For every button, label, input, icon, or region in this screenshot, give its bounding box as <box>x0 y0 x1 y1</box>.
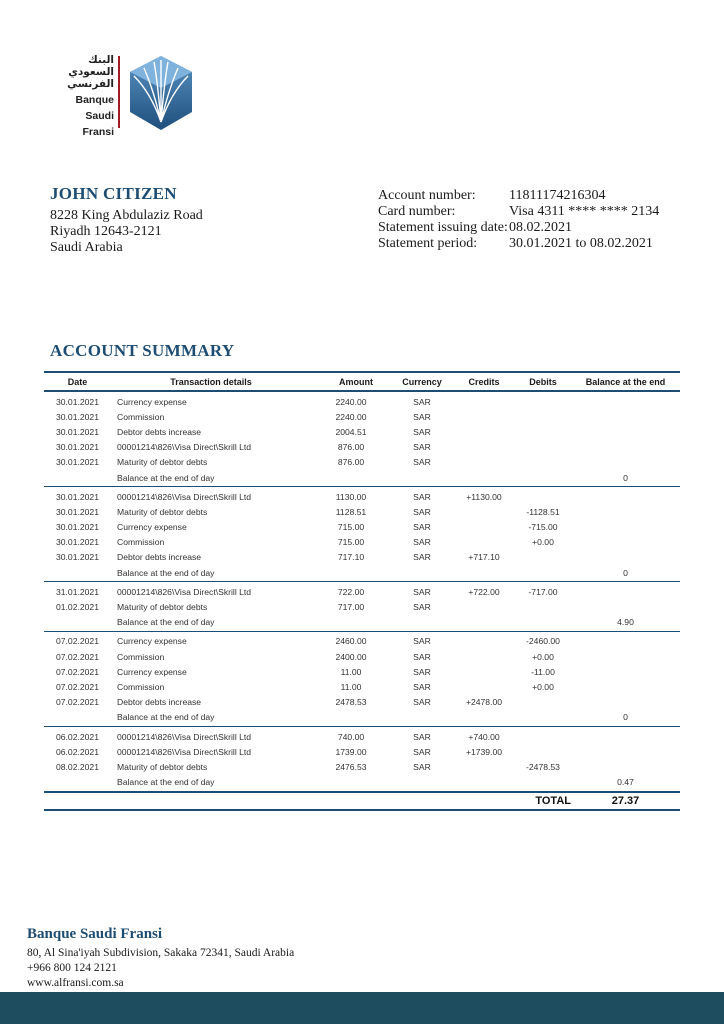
cell-details: Balance at the end of day <box>117 472 215 483</box>
cell-date: 30.01.2021 <box>55 411 99 422</box>
logo-french-line-2: Saudi <box>85 110 114 122</box>
cell-amount: 717.00 <box>337 602 365 613</box>
logo-french-line-1: Banque <box>75 94 114 106</box>
cell-debit: +0.00 <box>532 651 554 662</box>
cell-details: Commission <box>117 537 165 548</box>
cell-currency: SAR <box>413 681 431 692</box>
cell-amount: 876.00 <box>337 457 365 468</box>
cell-details: Currency expense <box>117 666 187 677</box>
field-value: 08.02.2021 <box>509 220 572 235</box>
customer-address-line-3: Saudi Arabia <box>50 240 123 255</box>
cell-amount: 715.00 <box>337 522 365 533</box>
cell-amount: 11.00 <box>340 666 362 677</box>
bank-logo <box>52 54 197 138</box>
day-group <box>44 582 680 632</box>
field-label: Statement issuing date: <box>378 220 508 235</box>
statement-period-row <box>378 236 659 252</box>
logo-arabic-line-1: البنك <box>88 54 114 66</box>
cell-date: 07.02.2021 <box>55 681 99 692</box>
table-row <box>44 424 680 439</box>
cell-details: Maturity of debtor debts <box>117 506 208 517</box>
footer-phone: +966 800 124 2121 <box>27 962 117 974</box>
total-label: TOTAL <box>535 794 571 807</box>
table-row <box>44 695 680 710</box>
cell-balance: 0 <box>623 567 628 578</box>
balance-row <box>44 565 680 580</box>
total-value: 27.37 <box>611 794 640 807</box>
cell-currency: SAR <box>413 731 431 742</box>
cell-amount: 2240.00 <box>335 396 367 407</box>
cell-details: Balance at the end of day <box>117 617 215 628</box>
cell-details: Maturity of debtor debts <box>117 761 208 772</box>
cell-details: Balance at the end of day <box>117 712 215 723</box>
cell-amount: 1130.00 <box>335 491 367 502</box>
cell-credit: +1739.00 <box>465 746 503 757</box>
cell-date: 01.02.2021 <box>55 602 99 613</box>
cell-details: Balance at the end of day <box>117 567 215 578</box>
cell-date: 30.01.2021 <box>55 537 99 548</box>
cell-details: Debtor debts increase <box>117 426 202 437</box>
cell-credit: +722.00 <box>468 586 500 597</box>
customer-block <box>50 184 203 256</box>
cell-amount: 715.00 <box>337 537 365 548</box>
cell-currency: SAR <box>413 651 431 662</box>
table-row <box>44 455 680 470</box>
account-number-row <box>378 188 659 204</box>
cell-balance: 0 <box>623 472 628 483</box>
cell-credit: +717.10 <box>468 552 500 563</box>
footer <box>27 926 294 991</box>
table-row <box>44 520 680 535</box>
table-row <box>44 599 680 614</box>
table-row <box>44 664 680 679</box>
cell-credit: +740.00 <box>468 731 500 742</box>
balance-row <box>44 775 680 790</box>
cell-currency: SAR <box>413 636 431 647</box>
cell-amount: 1128.51 <box>335 506 367 517</box>
header-currency: Currency <box>402 376 442 387</box>
cell-debit: -715.00 <box>528 522 558 533</box>
cell-amount: 876.00 <box>337 442 365 453</box>
cell-balance: 4.90 <box>617 617 634 628</box>
table-row <box>44 634 680 649</box>
cell-amount: 2400.00 <box>335 651 367 662</box>
cell-debit: -2460.00 <box>526 636 560 647</box>
cell-details: Debtor debts increase <box>117 552 202 563</box>
logo-emblem-icon <box>130 56 192 130</box>
logo-wordmark <box>52 54 114 138</box>
footer-address: 80, Al Sina'iyah Subdivision, Sakaka 72341, Saudi Arabia <box>27 947 295 959</box>
table-row <box>44 489 680 504</box>
logo-french-line-3: Fransi <box>82 126 114 138</box>
cell-date: 30.01.2021 <box>55 522 99 533</box>
cell-date: 07.02.2021 <box>55 697 99 708</box>
cell-amount: 11.00 <box>340 681 362 692</box>
day-group <box>44 632 680 727</box>
cell-date: 07.02.2021 <box>55 651 99 662</box>
header-date: Date <box>67 376 88 387</box>
cell-details: 00001214\826\Visa Direct\Skrill Ltd <box>117 491 252 502</box>
cell-currency: SAR <box>413 586 431 597</box>
cell-debit: +0.00 <box>532 681 554 692</box>
cell-date: 30.01.2021 <box>55 491 99 502</box>
field-label: Account number: <box>378 188 476 203</box>
cell-date: 07.02.2021 <box>55 666 99 677</box>
cell-balance: 0.47 <box>617 777 634 788</box>
logo-divider <box>118 56 120 128</box>
table-row <box>44 759 680 774</box>
customer-name: JOHN CITIZEN <box>50 184 177 203</box>
cell-details: Balance at the end of day <box>117 777 215 788</box>
day-group <box>44 487 680 582</box>
balance-row <box>44 615 680 630</box>
cell-currency: SAR <box>413 602 431 613</box>
cell-date: 30.01.2021 <box>55 396 99 407</box>
cell-amount: 740.00 <box>337 731 365 742</box>
field-value: Visa 4311 **** **** 2134 <box>509 204 660 219</box>
cell-date: 30.01.2021 <box>55 506 99 517</box>
cell-credit: +2478.00 <box>465 697 503 708</box>
customer-address-line-1: 8228 King Abdulaziz Road <box>50 208 203 223</box>
cell-amount: 2240.00 <box>335 411 367 422</box>
header-balance: Balance at the end <box>585 376 666 387</box>
cell-date: 30.01.2021 <box>55 442 99 453</box>
cell-currency: SAR <box>413 491 431 502</box>
cell-date: 06.02.2021 <box>55 731 99 742</box>
table-row <box>44 440 680 455</box>
table-row <box>44 679 680 694</box>
cell-currency: SAR <box>413 552 431 563</box>
cell-amount: 2460.00 <box>335 636 367 647</box>
table-row <box>44 409 680 424</box>
table-header <box>44 371 680 392</box>
section-title: ACCOUNT SUMMARY <box>50 341 235 360</box>
cell-amount: 2478.53 <box>335 697 367 708</box>
field-value: 11811174216304 <box>509 188 606 203</box>
table-row <box>44 649 680 664</box>
table-row <box>44 394 680 409</box>
card-number-row <box>378 204 659 220</box>
cell-details: Maturity of debtor debts <box>117 602 208 613</box>
header-details: Transaction details <box>170 376 252 387</box>
cell-debit: -1128.51 <box>526 506 560 517</box>
footer-website[interactable]: www.alfransi.com.sa <box>27 977 124 989</box>
cell-currency: SAR <box>413 522 431 533</box>
cell-currency: SAR <box>413 396 431 407</box>
cell-date: 08.02.2021 <box>55 761 99 772</box>
cell-amount: 717.10 <box>337 552 365 563</box>
cell-details: 00001214\826\Visa Direct\Skrill Ltd <box>117 586 252 597</box>
cell-details: 00001214\826\Visa Direct\Skrill Ltd <box>117 731 252 742</box>
cell-debit: +0.00 <box>532 537 554 548</box>
customer-address-line-2: Riyadh 12643-2121 <box>50 224 162 239</box>
cell-details: Debtor debts increase <box>117 697 202 708</box>
cell-currency: SAR <box>413 457 431 468</box>
cell-currency: SAR <box>413 746 431 757</box>
table-row <box>44 550 680 565</box>
cell-amount: 722.00 <box>337 586 365 597</box>
cell-details: Currency expense <box>117 396 187 407</box>
cell-currency: SAR <box>413 506 431 517</box>
cell-details: Commission <box>117 651 165 662</box>
table-row <box>44 535 680 550</box>
table-row <box>44 729 680 744</box>
table-row <box>44 504 680 519</box>
cell-details: Commission <box>117 411 165 422</box>
cell-date: 31.01.2021 <box>55 586 99 597</box>
cell-details: Maturity of debtor debts <box>117 457 208 468</box>
table-row <box>44 584 680 599</box>
cell-currency: SAR <box>413 697 431 708</box>
field-label: Card number: <box>378 204 456 219</box>
cell-currency: SAR <box>413 411 431 422</box>
footer-bar <box>0 992 724 1024</box>
cell-details: 00001214\826\Visa Direct\Skrill Ltd <box>117 746 252 757</box>
day-group <box>44 727 680 792</box>
cell-debit: -11.00 <box>531 666 555 677</box>
cell-date: 07.02.2021 <box>55 636 99 647</box>
cell-currency: SAR <box>413 426 431 437</box>
cell-date: 30.01.2021 <box>55 552 99 563</box>
cell-date: 06.02.2021 <box>55 746 99 757</box>
header-debits: Debits <box>529 376 557 387</box>
cell-amount: 2476.53 <box>335 761 367 772</box>
cell-date: 30.01.2021 <box>55 457 99 468</box>
cell-debit: -717.00 <box>528 586 558 597</box>
cell-balance: 0 <box>623 712 628 723</box>
transactions-table <box>44 371 680 811</box>
cell-currency: SAR <box>413 761 431 772</box>
cell-credit: +1130.00 <box>466 491 502 502</box>
cell-currency: SAR <box>413 537 431 548</box>
cell-details: Currency expense <box>117 636 187 647</box>
header-credits: Credits <box>468 376 500 387</box>
cell-currency: SAR <box>413 666 431 677</box>
field-value: 30.01.2021 to 08.02.2021 <box>509 236 653 251</box>
cell-amount: 2004.51 <box>335 426 367 437</box>
footer-bank-name: Banque Saudi Fransi <box>27 926 163 942</box>
cell-details: Currency expense <box>117 522 187 533</box>
table-row <box>44 744 680 759</box>
issuing-date-row <box>378 220 659 236</box>
cell-currency: SAR <box>413 442 431 453</box>
cell-amount: 1739.00 <box>335 746 367 757</box>
cell-date: 30.01.2021 <box>55 426 99 437</box>
cell-debit: -2478.53 <box>526 761 560 772</box>
logo-arabic-line-3: الفرنسي <box>67 78 114 90</box>
cell-details: Commission <box>117 681 165 692</box>
balance-row <box>44 710 680 725</box>
balance-row <box>44 470 680 485</box>
header-amount: Amount <box>339 376 373 387</box>
cell-details: 00001214\826\Visa Direct\Skrill Ltd <box>117 442 252 453</box>
table-body <box>44 392 680 792</box>
logo-arabic-line-2: السعودي <box>68 66 114 78</box>
account-info <box>378 188 659 252</box>
total-row <box>44 792 680 811</box>
field-label: Statement period: <box>378 236 478 251</box>
day-group <box>44 392 680 487</box>
